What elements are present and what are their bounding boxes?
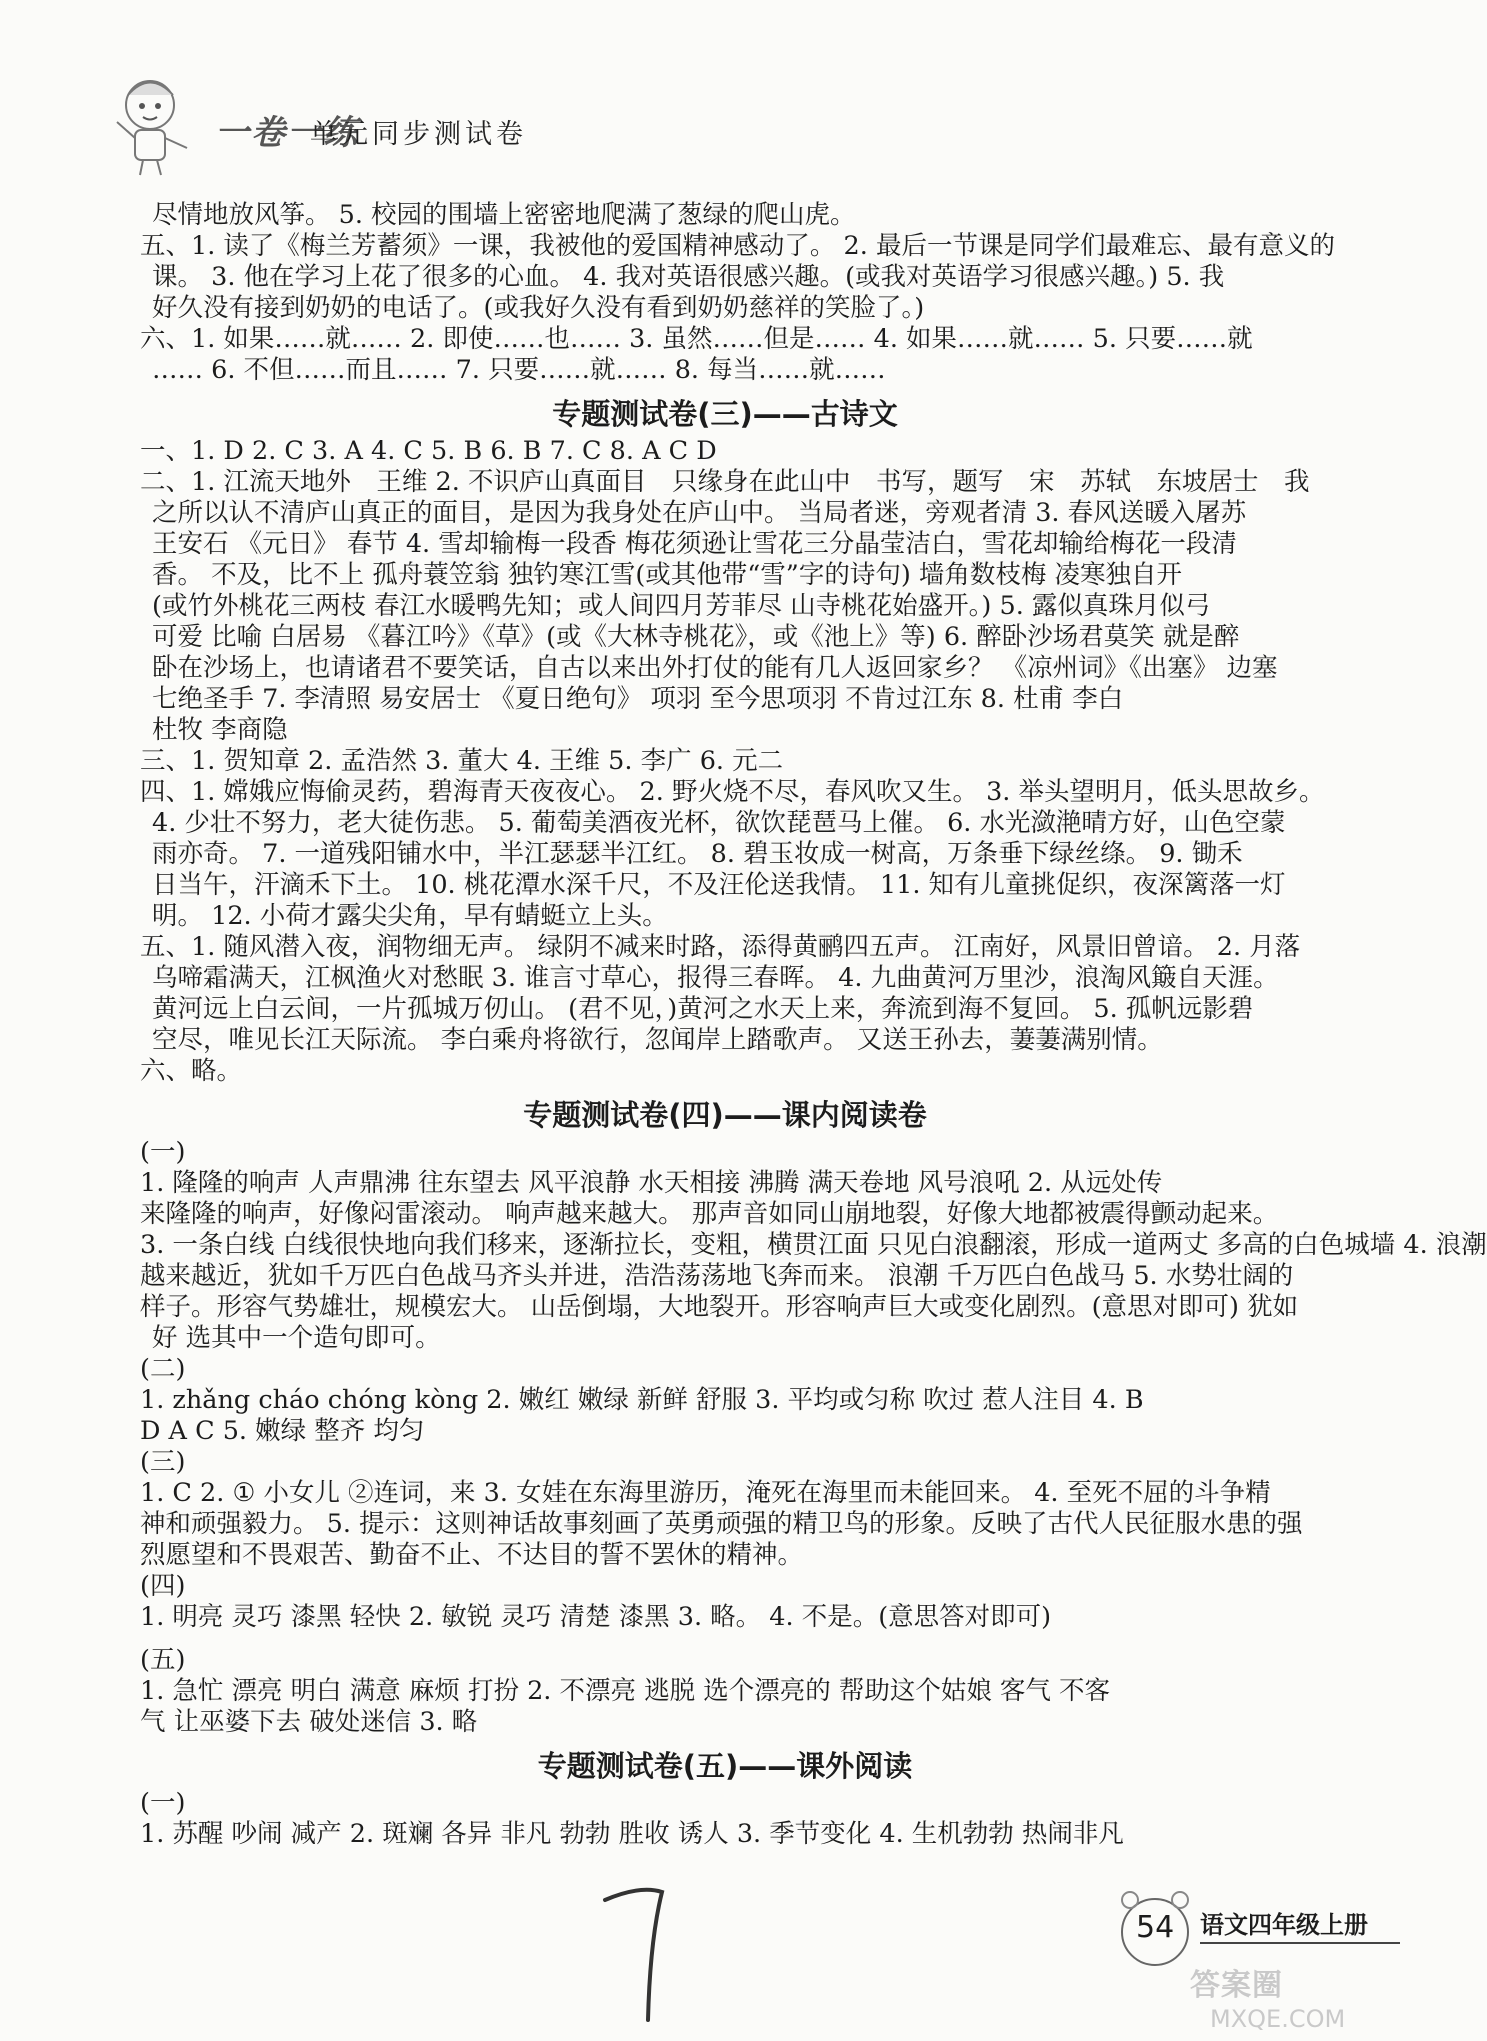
handwritten-mark [600,1880,680,2030]
answer-line: 1. 苏醒 吵闹 减产 2. 斑斓 各异 非凡 勃勃 胜收 诱人 3. 季节变化 4. 生机勃勃 热闹非凡 [140,1819,1124,1849]
answer-line: 王安石 《元日》 春节 4. 雪却输梅一段香 梅花须逊让雪花三分晶莹洁白，雪花却输给梅花一段清 [152,529,1237,559]
answer-line: 日当午，汗滴禾下土。 10. 桃花潭水深千尺，不及汪伦送我情。 11. 知有儿童挑促织，夜深篱落一灯 [152,870,1286,900]
answer-line: 乌啼霜满天，江枫渔火对愁眠 3. 谁言寸草心，报得三春晖。 4. 九曲黄河万里沙，浪淘风簸自天涯。 [152,963,1279,993]
answer-line: 3. 一条白线 白线很快地向我们移来，逐渐拉长，变粗，横贯江面 只见白浪翻滚，形成一道两丈 多高的白色城墙 4. 浪潮 [140,1230,1487,1260]
answer-line: 好久没有接到奶奶的电话了。(或我好久没有看到奶奶慈祥的笑脸了。) [152,293,925,323]
mascot-icon [95,60,215,180]
answer-line: 五、1. 随风潜入夜，润物细无声。 绿阴不减来时路，添得黄鹂四五声。 江南好，风景旧曾谙。 2. 月落 [140,932,1301,962]
answer-line: 1. 明亮 灵巧 漆黑 轻快 2. 敏锐 灵巧 清楚 漆黑 3. 略。 4. 不是。(意思答对即可) [140,1602,1052,1632]
answer-line: (五) [140,1645,186,1675]
answer-line: 来隆隆的响声，好像闷雷滚动。 响声越来越大。 那声音如同山崩地裂，好像大地都被震得颤动起来。 [140,1199,1279,1229]
answer-line: 样子。形容气势雄壮，规模宏大。 山岳倒塌，大地裂开。形容响声巨大或变化剧烈。(意思对即可) 犹如 [140,1292,1299,1322]
answer-line: (四) [140,1571,186,1601]
answer-line: (或竹外桃花三两枝 春江水暖鸭先知；或人间四月芳菲尽 山寺桃花始盛开。) 5. 露似真珠月似弓 [152,591,1211,621]
brand-logo: 一卷一练 [215,113,359,153]
header-subtitle: 单元同步测试卷 [310,119,527,150]
answer-line: 六、略。 [140,1056,243,1086]
answer-line: D A C 5. 嫩绿 整齐 均匀 [140,1416,425,1446]
answer-line: 气 让巫婆下去 破处迷信 3. 略 [140,1707,478,1737]
answer-line: 三、1. 贺知章 2. 孟浩然 3. 董大 4. 王维 5. 李广 6. 元二 [140,746,784,776]
answer-line: 烈愿望和不畏艰苦、勤奋不止、不达目的誓不罢休的精神。 [140,1540,804,1570]
answer-line: 可爱 比喻 白居易 《暮江吟》《草》(或《大林寺桃花》，或《池上》等) 6. 醉卧沙场君莫笑 就是醉 [152,622,1240,652]
answer-line: (一) [140,1137,186,1167]
answer-line: 之所以认不清庐山真正的面目，是因为我身处在庐山中。 当局者迷，旁观者清 3. 春风送暖入屠苏 [152,498,1247,528]
spacer [140,1633,1310,1645]
page-number: 54 [1136,1910,1175,1945]
answer-line: (三) [140,1447,186,1477]
answer-line: 卧在沙场上，也请诸君不要笑话，自古以来出外打仗的能有几人返回家乡？ 《凉州词》《出塞》 边塞 [152,653,1278,683]
section-heading: 专题测试卷(四)——课内阅读卷 [523,1098,927,1132]
answer-line: 黄河远上白云间，一片孤城万仞山。 (君不见，)黄河之水天上来，奔流到海不复回。 5. 孤帆远影碧 [152,994,1254,1024]
answer-line: 一、1. D 2. C 3. A 4. C 5. B 6. B 7. C 8. A C D [140,436,717,466]
book-title: 语文四年级上册 [1200,1910,1368,1939]
watermark-logo: 答案圈 [1190,1968,1283,2003]
page-header [95,60,615,180]
answer-line: 越来越近，犹如千万匹白色战马齐头并进，浩浩荡荡地飞奔而来。 浪潮 千万匹白色战马 5. 水势壮阔的 [140,1261,1294,1291]
answer-line: 4. 少壮不努力，老大徒伤悲。 5. 葡萄美酒夜光杯，欲饮琵琶马上催。 6. 水光潋滟晴方好，山色空蒙 [152,808,1286,838]
answer-line: 好 选其中一个造句即可。 [152,1323,441,1353]
answer-line: …… 6. 不但……而且…… 7. 只要……就…… 8. 每当……就…… [152,355,886,385]
answer-line: 雨亦奇。 7. 一道残阳铺水中，半江瑟瑟半江红。 8. 碧玉妆成一树高，万条垂下绿丝绦。 9. 锄禾 [152,839,1243,869]
answer-line: 五、1. 读了《梅兰芳蓄须》一课，我被他的爱国精神感动了。 2. 最后一节课是同学们最难忘、最有意义的 [140,231,1335,261]
answer-line: 二、1. 江流天地外 王维 2. 不识庐山真面目 只缘身在此山中 书写，题写 宋 苏轼 东坡居士 我 [140,467,1310,497]
answer-line: 神和顽强毅力。 5. 提示：这则神话故事刻画了英勇顽强的精卫鸟的形象。反映了古代人民征服水患的强 [140,1509,1303,1539]
answer-line: (二) [140,1354,186,1384]
answer-line: 香。 不及，比不上 孤舟蓑笠翁 独钓寒江雪(或其他带“雪”字的诗句) 墙角数枝梅 凌寒独自开 [152,560,1183,590]
answer-content [140,200,1487,1850]
answer-line: 课。 3. 他在学习上花了很多的心血。 4. 我对英语很感兴趣。(或我对英语学习很感兴趣。) 5. 我 [152,262,1225,292]
answer-line: 空尽，唯见长江天际流。 李白乘舟将欲行，忽闻岸上踏歌声。 又送王孙去，萋萋满别情。 [152,1025,1163,1055]
answer-line: 1. 急忙 漂亮 明白 满意 麻烦 打扮 2. 不漂亮 逃脱 选个漂亮的 帮助这个姑娘 客气 不客 [140,1676,1111,1706]
answer-line: 尽情地放风筝。 5. 校园的围墙上密密地爬满了葱绿的爬山虎。 [152,200,856,230]
answer-line: 七绝圣手 7. 李清照 易安居士 《夏日绝句》 项羽 至今思项羽 不肯过江东 8. 杜甫 李白 [152,684,1124,714]
answer-line: 1. zhǎng cháo chóng kòng 2. 嫩红 嫩绿 新鲜 舒服 3. 平均或匀称 吹过 惹人注目 4. B [140,1385,1144,1415]
answer-line: 1. 隆隆的响声 人声鼎沸 往东望去 风平浪静 水天相接 沸腾 满天卷地 风号浪吼 2. 从远处传 [140,1168,1163,1198]
answer-line: 明。 12. 小荷才露尖尖角，早有蜻蜓立上头。 [152,901,668,931]
section-heading: 专题测试卷(三)——古诗文 [552,397,898,431]
answer-line: (一) [140,1788,186,1818]
answer-line: 四、1. 嫦娥应悔偷灵药，碧海青天夜夜心。 2. 野火烧不尽，春风吹又生。 3. 举头望明月，低头思故乡。 [140,777,1325,807]
watermark-url: MXQE.COM [1210,2005,1346,2033]
answer-line: 六、1. 如果……就…… 2. 即使……也…… 3. 虽然……但是…… 4. 如果……就…… 5. 只要……就 [140,324,1253,354]
section-heading: 专题测试卷(五)——课外阅读 [537,1749,913,1783]
answer-line: 杜牧 李商隐 [152,715,288,745]
answer-line: 1. C 2. ① 小女儿 ②连词，来 3. 女娃在东海里游历，淹死在海里而未能回来。 4. 至死不屈的斗争精 [140,1478,1271,1508]
